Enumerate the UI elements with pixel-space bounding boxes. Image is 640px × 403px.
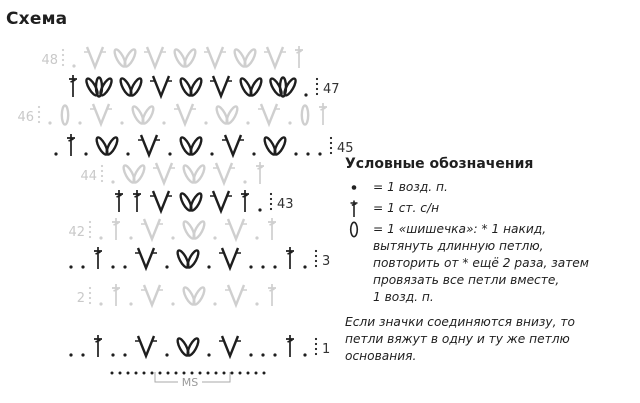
row-number: 43 (277, 197, 294, 212)
v-stitch (225, 219, 247, 239)
chain-stitch (81, 265, 84, 268)
v-stitch (204, 47, 226, 67)
chain-stitch (261, 353, 264, 356)
chain-stitch (69, 265, 72, 268)
v-stitch (138, 135, 160, 155)
legend-item-puff (345, 221, 635, 306)
chart-row-2 (77, 284, 276, 306)
chain-stitch (273, 353, 276, 356)
puff-cluster (122, 164, 147, 184)
row-number: 1 (322, 342, 331, 357)
double-crochet-stitch (133, 190, 141, 212)
row-number: 46 (17, 110, 34, 125)
puff-cluster (179, 77, 204, 97)
chain-stitch (171, 302, 174, 305)
chain-stitch (255, 302, 258, 305)
double-crochet-icon (345, 200, 363, 217)
legend-item-dc (345, 200, 635, 217)
chain-stitch (246, 121, 249, 124)
v-stitch (213, 163, 235, 183)
chain-stitch (81, 353, 84, 356)
row-number: 42 (68, 225, 85, 240)
v-stitch (141, 285, 163, 305)
chain-stitch (207, 265, 210, 268)
legend-text-chain: = 1 возд. п. (373, 180, 448, 194)
v-stitch (141, 219, 163, 239)
chain-stitch (258, 208, 261, 211)
chart-row-48 (41, 46, 303, 68)
chain-stitch (303, 265, 306, 268)
legend (345, 156, 635, 365)
page-title: Схема (6, 9, 68, 29)
chain-stitch (303, 353, 306, 356)
chain-stitch (249, 353, 252, 356)
double-crochet-stitch (268, 218, 276, 240)
puff-cluster (131, 105, 156, 125)
chain-stitch (204, 121, 207, 124)
chart-row-45 (54, 134, 353, 156)
double-crochet-stitch (286, 247, 294, 269)
v-stitch (225, 285, 247, 305)
puff-cluster (233, 48, 258, 68)
chain-stitch (249, 265, 252, 268)
puff-cluster (182, 286, 207, 306)
chain-stitch (171, 236, 174, 239)
chain-stitch (318, 152, 321, 155)
chain-stitch (210, 152, 213, 155)
row-number: 45 (337, 141, 354, 156)
row-number: 47 (323, 82, 340, 97)
chart-row-42 (68, 218, 276, 240)
v-stitch (153, 163, 175, 183)
chain-stitch (111, 353, 114, 356)
v-stitch (90, 104, 112, 124)
v-stitch (222, 135, 244, 155)
chain-stitch (72, 64, 75, 67)
double-crochet-stitch (112, 218, 120, 240)
puff-cluster (179, 136, 204, 156)
row-number: 2 (76, 291, 85, 306)
puff-cluster (182, 220, 207, 240)
v-stitch (219, 248, 241, 268)
chain-stitch (243, 180, 246, 183)
puff-cluster (176, 337, 201, 357)
chain-stitch (213, 302, 216, 305)
chain-stitch (123, 265, 126, 268)
v-stitch (174, 104, 196, 124)
puff-cluster (119, 77, 144, 97)
puff-cluster (95, 136, 120, 156)
chain-stitch (111, 265, 114, 268)
chain-stitch (129, 302, 132, 305)
legend-note: Если значки соединяются внизу, то петли вяжут в одну и ту же петлю основания. (345, 315, 575, 363)
chain-stitch (126, 152, 129, 155)
chart-row-47 (69, 75, 340, 97)
double-crochet-stitch (69, 75, 77, 97)
v-stitch (258, 104, 280, 124)
chain-stitch (84, 152, 87, 155)
puff-stitch (302, 106, 308, 125)
chart-row-46 (17, 103, 327, 125)
v-stitch (135, 336, 157, 356)
chart-row-1 (69, 335, 330, 357)
v-stitch (84, 47, 106, 67)
chain-stitch (294, 152, 297, 155)
double-crochet-stitch (94, 335, 102, 357)
chain-stitch (54, 152, 57, 155)
v-stitch (219, 336, 241, 356)
chain-stitch (252, 152, 255, 155)
puff-cluster (179, 192, 204, 212)
double-crochet-stitch (115, 190, 123, 212)
chain-stitch (99, 302, 102, 305)
chain-stitch (162, 121, 165, 124)
puff-cluster (182, 164, 207, 184)
double-crochet-stitch (319, 103, 327, 125)
double-crochet-stitch (286, 335, 294, 357)
v-stitch (264, 47, 286, 67)
chain-stitch (165, 353, 168, 356)
puff-stitch (62, 106, 68, 125)
puff-cluster-wide (84, 77, 113, 97)
v-stitch (144, 47, 166, 67)
double-crochet-stitch (295, 46, 303, 68)
chain-stitch (288, 121, 291, 124)
chain-stitch (165, 265, 168, 268)
v-stitch (210, 191, 232, 211)
chart-row-3 (69, 247, 330, 269)
chart-row-43 (115, 190, 294, 212)
chain-stitch (78, 121, 81, 124)
v-stitch (135, 248, 157, 268)
legend-heading: Условные обозначения (345, 156, 534, 172)
legend-text-puff: = 1 «шишечка»: * 1 накид, вытянуть длинную петлю, повторить от * ещё 2 раза, затем провязать все петли вместе, 1 возд. п. (373, 222, 589, 304)
chain-stitch (261, 265, 264, 268)
row-number: 48 (41, 53, 58, 68)
chain-stitch (273, 265, 276, 268)
chain-stitch (123, 353, 126, 356)
chain-stitch (255, 236, 258, 239)
legend-item-chain (345, 179, 635, 196)
chain-stitch (213, 236, 216, 239)
chain-stitch (207, 353, 210, 356)
chain-stitch (168, 152, 171, 155)
v-stitch (150, 191, 172, 211)
puff-cluster (113, 48, 138, 68)
repeat-label: MS (181, 376, 199, 389)
foundation-chain (111, 372, 266, 375)
double-crochet-stitch (241, 190, 249, 212)
chart-row-44 (80, 162, 264, 184)
double-crochet-stitch (112, 284, 120, 306)
double-crochet-stitch (256, 162, 264, 184)
chain-stitch (129, 236, 132, 239)
puff-cluster (176, 249, 201, 269)
chain-stitch (120, 121, 123, 124)
puff-cluster (263, 136, 288, 156)
puff-cluster-wide (268, 77, 297, 97)
v-stitch (210, 76, 232, 96)
chain-stitch (99, 236, 102, 239)
chain-stitch (48, 121, 51, 124)
puff-stitch-icon (345, 221, 363, 238)
v-stitch (150, 76, 172, 96)
row-number: 3 (322, 254, 331, 269)
chain-stitch (304, 93, 307, 96)
chain-stitch (111, 180, 114, 183)
chain-dot-icon (345, 179, 363, 196)
repeat-bracket (155, 372, 230, 389)
chain-stitch (69, 353, 72, 356)
double-crochet-stitch (268, 284, 276, 306)
puff-cluster (239, 77, 264, 97)
chain-stitch (306, 152, 309, 155)
puff-cluster (215, 105, 240, 125)
double-crochet-stitch (94, 247, 102, 269)
legend-text-dc: = 1 ст. с/н (373, 201, 440, 215)
puff-cluster (173, 48, 198, 68)
double-crochet-stitch (67, 134, 75, 156)
row-number: 44 (80, 169, 97, 184)
